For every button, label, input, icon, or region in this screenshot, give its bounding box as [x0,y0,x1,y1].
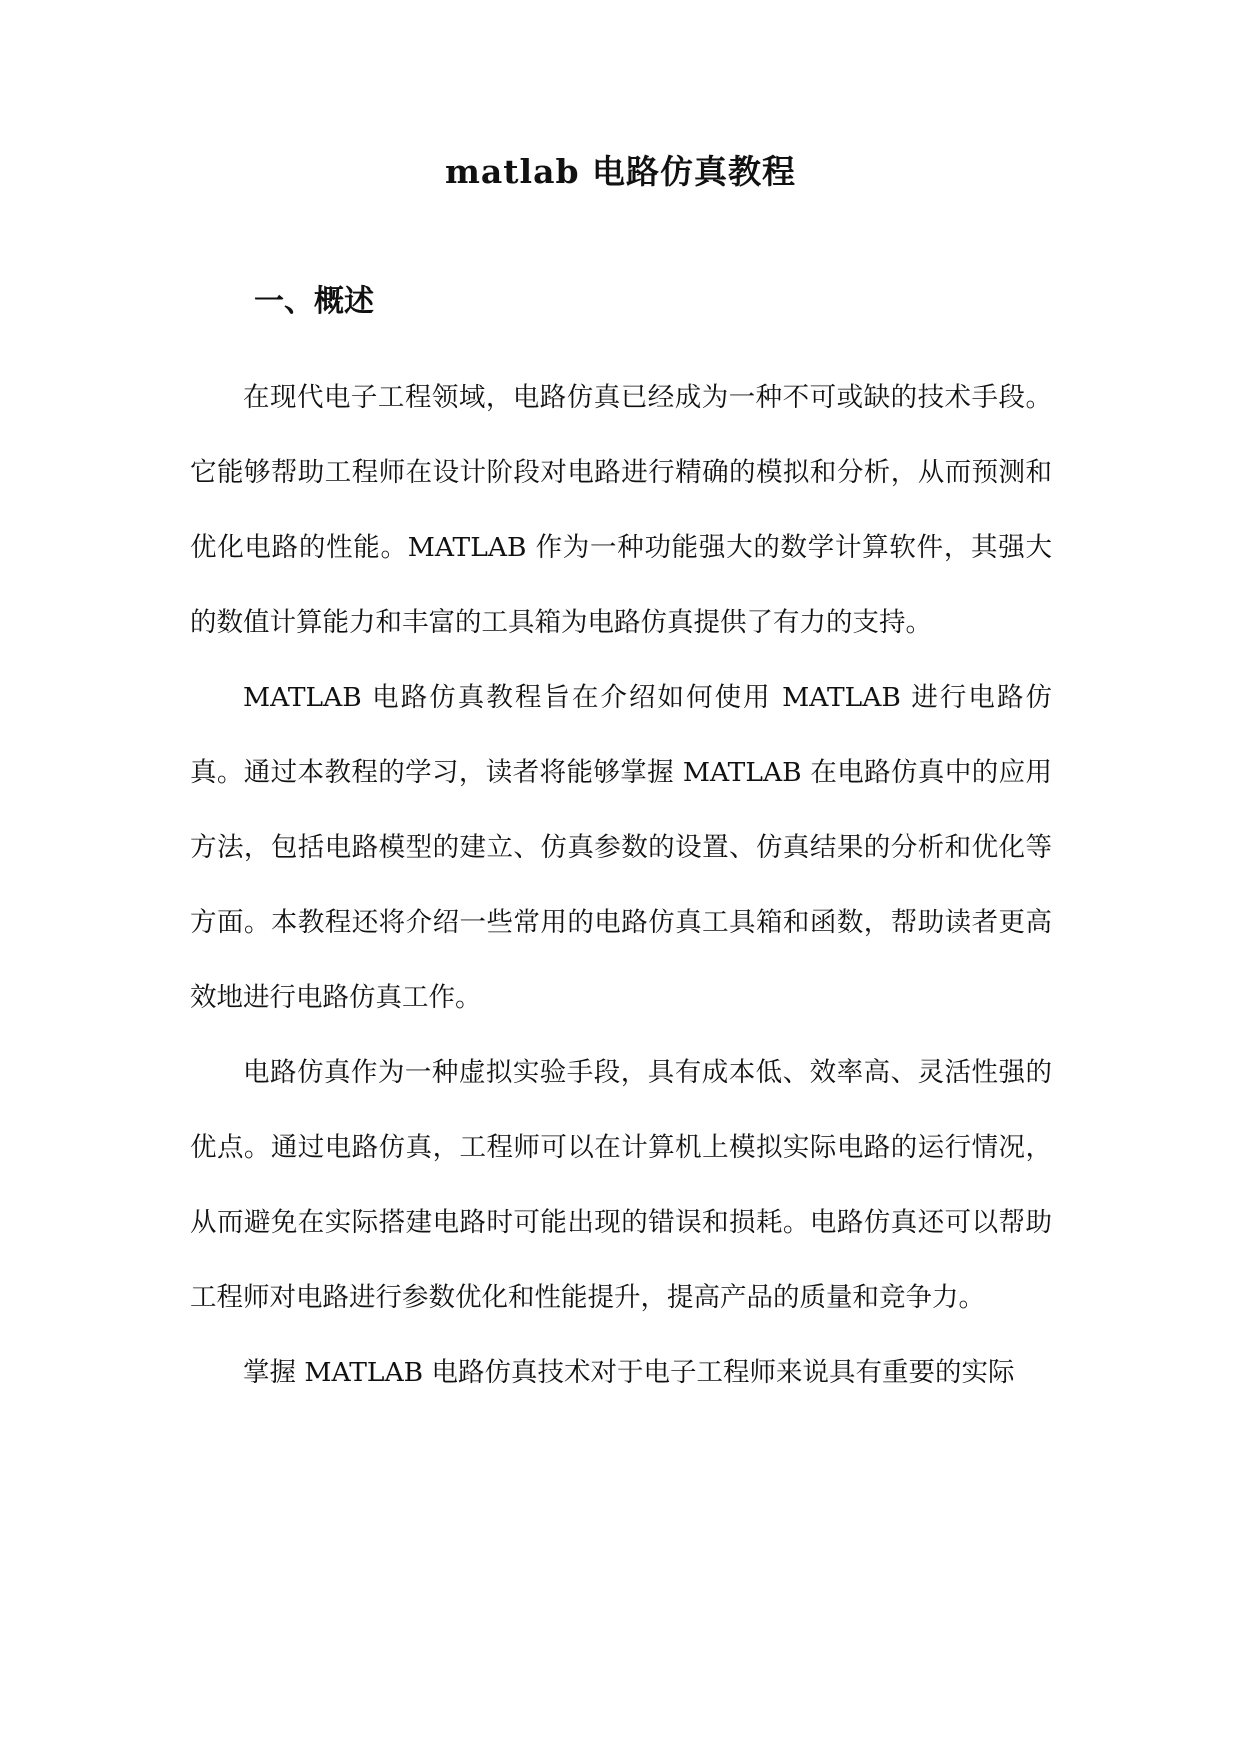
paragraph: MATLAB 电路仿真教程旨在介绍如何使用 MATLAB 进行电路仿真。通过本教程的学习，读者将能够掌握 MATLAB 在电路仿真中的应用方法，包括电路模型的建立、仿真参数的设置、仿真结果的分析和优化等方面。本教程还将介绍一些常用的电路仿真工具箱和函数，帮助读者更高效地进行电路仿真工作。 [190,682,1052,1013]
body-text [190,360,1052,1410]
paragraph: 掌握 MATLAB 电路仿真技术对于电子工程师来说具有重要的实际 [243,1357,1015,1388]
paragraph: 在现代电子工程领域，电路仿真已经成为一种不可或缺的技术手段。它能够帮助工程师在设计阶段对电路进行精确的模拟和分析，从而预测和优化电路的性能。MATLAB 作为一种功能强大的数学计算软件，其强大的数值计算能力和丰富的工具箱为电路仿真提供了有力的支持。 [190,382,1052,638]
section-heading: 一、概述 [254,284,374,319]
paragraph: 电路仿真作为一种虚拟实验手段，具有成本低、效率高、灵活性强的优点。通过电路仿真，工程师可以在计算机上模拟实际电路的运行情况，从而避免在实际搭建电路时可能出现的错误和损耗。电路仿真还可以帮助工程师对电路进行参数优化和性能提升，提高产品的质量和竞争力。 [190,1057,1052,1313]
document-title: matlab 电路仿真教程 [444,152,797,191]
